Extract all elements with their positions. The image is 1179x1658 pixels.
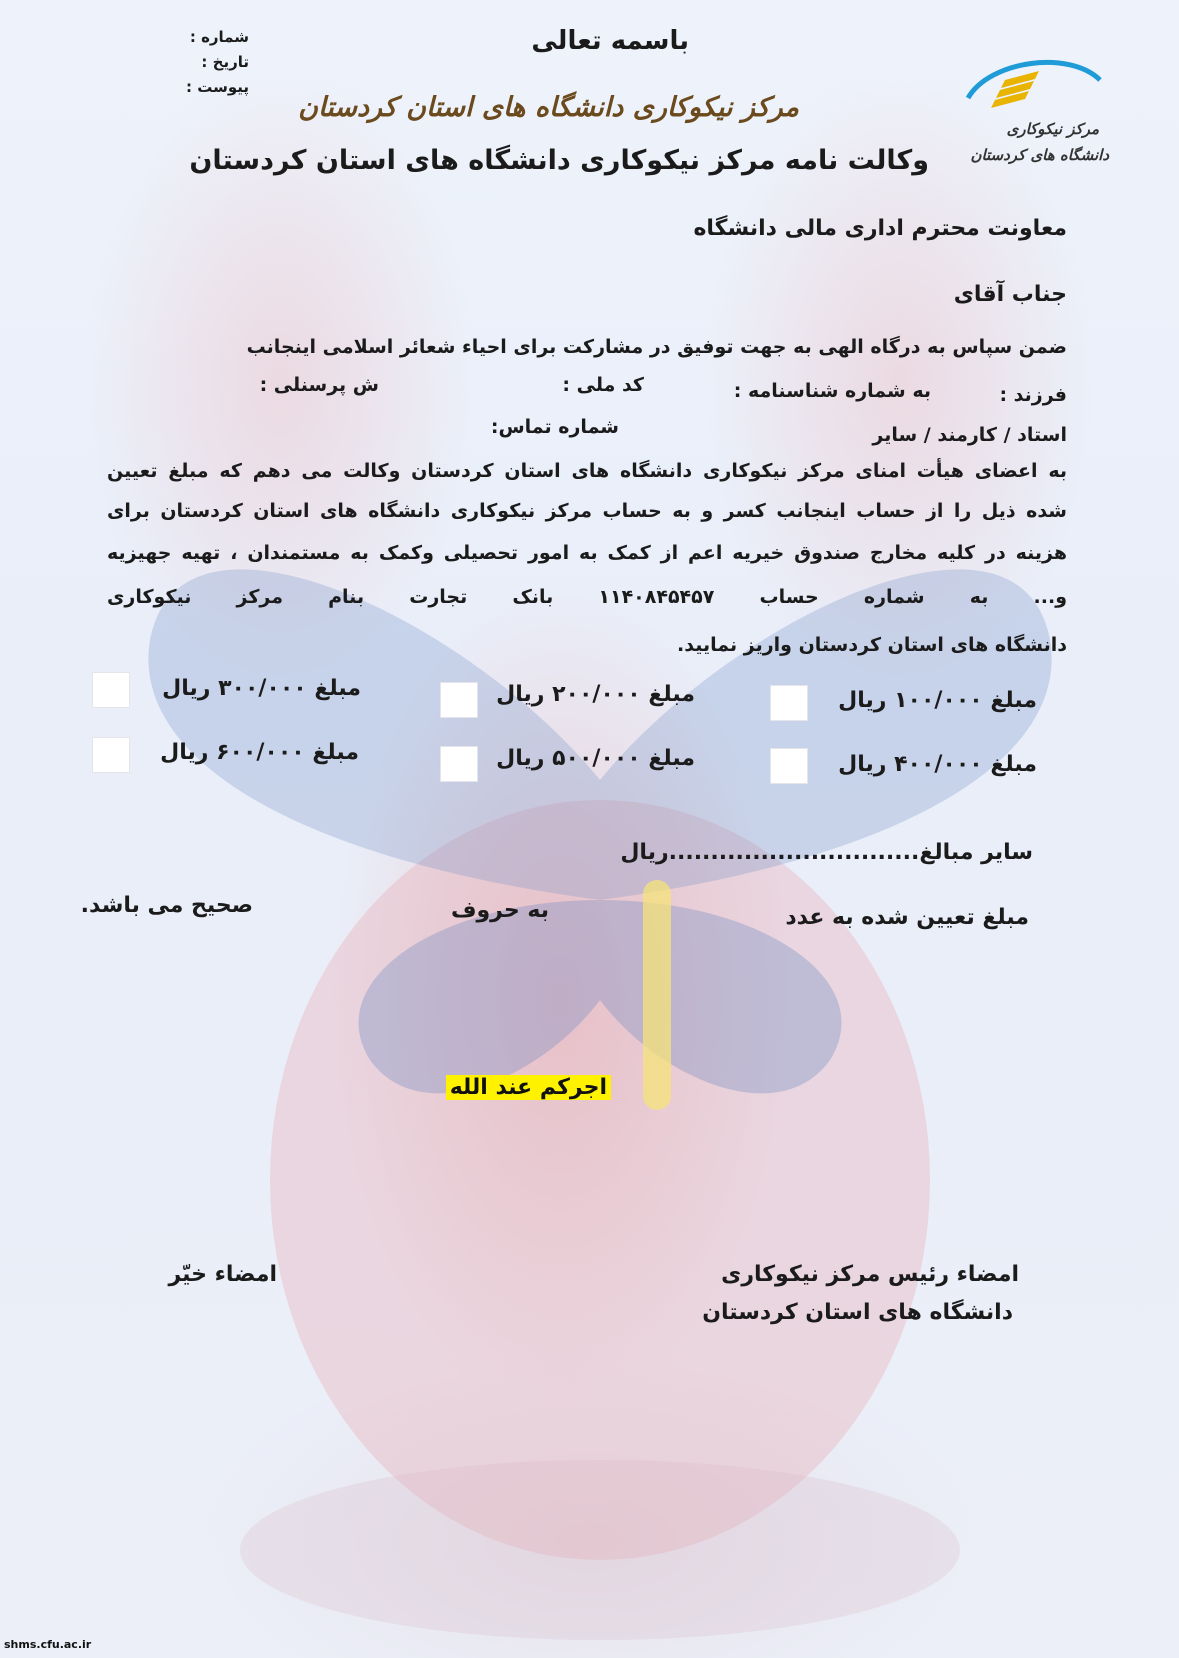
amount-option-400000: مبلغ ۴۰۰/۰۰۰ ریال [838, 752, 1037, 777]
national-code-label: کد ملی : [562, 374, 644, 396]
charity-center-logo-icon [960, 50, 1110, 120]
other-amounts-line: سایر مبالغ..............................ریال [620, 840, 1033, 865]
amount-checkbox-600000[interactable] [92, 737, 130, 773]
amount-option-600000: مبلغ ۶۰۰/۰۰۰ ریال [160, 740, 359, 765]
son-of-label: فرزند : [999, 384, 1067, 406]
amount-option-300000: مبلغ ۳۰۰/۰۰۰ ریال [162, 676, 361, 701]
addressee-line2: جناب آقای [953, 282, 1067, 307]
amount-option-200000: مبلغ ۲۰۰/۰۰۰ ریال [496, 682, 695, 707]
role-label: استاد / کارمند / سایر [872, 424, 1067, 446]
center-name-heading: مرکز نیکوکاری دانشگاه های استان کردستان [298, 92, 799, 123]
donor-signature-label: امضاء خیّر [168, 1262, 277, 1287]
amount-option-100000: مبلغ ۱۰۰/۰۰۰ ریال [838, 688, 1037, 713]
amount-checkbox-100000[interactable] [770, 685, 808, 721]
basmala-heading: باسمه تعالی [531, 26, 689, 56]
paragraph-line-1: به اعضای هیأت امنای مرکز نیکوکاری دانشگاه های استان کردستان وکالت می دهم که مبلغ تعیین [107, 460, 1067, 482]
paragraph-line-3: هزینه در کلیه مخارج صندوق خیریه اعم از کمک به امور تحصیلی وکمک به مستمندان ، تهیه جهیزیه [107, 542, 1067, 564]
intro-line: ضمن سپاس به درگاه الهی به جهت توفیق در مشارکت برای احیاء شعائر اسلامی اینجانب [246, 336, 1067, 358]
id-number-label: به شماره شناسنامه : [733, 380, 931, 402]
document-title: وکالت نامه مرکز نیکوکاری دانشگاه های استان کردستان [189, 145, 929, 176]
addressee-line1: معاونت محترم اداری مالی دانشگاه [693, 216, 1067, 241]
personnel-number-label: ش پرسنلی : [259, 374, 379, 396]
amount-checkbox-300000[interactable] [92, 672, 130, 708]
amount-checkbox-400000[interactable] [770, 748, 808, 784]
blessing-highlight: اجرکم عند الله [446, 1075, 611, 1100]
blessing-text [446, 1075, 611, 1100]
attachment-label: پیوست : [185, 78, 249, 96]
amount-option-500000: مبلغ ۵۰۰/۰۰۰ ریال [496, 746, 695, 771]
logo-caption-line1: مرکز نیکوکاری [1006, 120, 1099, 138]
head-signature-line1: امضاء رئیس مرکز نیکوکاری [721, 1262, 1019, 1287]
in-words-label: به حروف [450, 898, 549, 923]
paragraph-line-2: شده ذیل را از حساب اینجانب کسر و به حساب مرکز نیکوکاری دانشگاه های استان کردستان برای [107, 500, 1067, 522]
amount-checkbox-200000[interactable] [440, 682, 478, 718]
logo-caption-line2: دانشگاه های کردستان [970, 146, 1109, 164]
date-label: تاریخ : [201, 53, 249, 71]
footer-url: shms.cfu.ac.ir [4, 1638, 92, 1651]
head-signature-line2: دانشگاه های استان کردستان [702, 1300, 1013, 1325]
is-correct-label: صحیح می باشد. [80, 893, 253, 918]
specified-amount-label: مبلغ تعیین شده به عدد [785, 905, 1029, 930]
paragraph-line-4: و... به شماره حساب ۱۱۴۰۸۴۵۴۵۷ بانک تجارت بنام مرکز نیکوکاری [107, 586, 1068, 608]
amount-checkbox-500000[interactable] [440, 746, 478, 782]
paragraph-line-5: دانشگاه های استان کردستان واریز نمایید. [677, 634, 1067, 656]
contact-number-label: شماره تماس: [490, 416, 619, 438]
number-label: شماره : [189, 28, 249, 46]
